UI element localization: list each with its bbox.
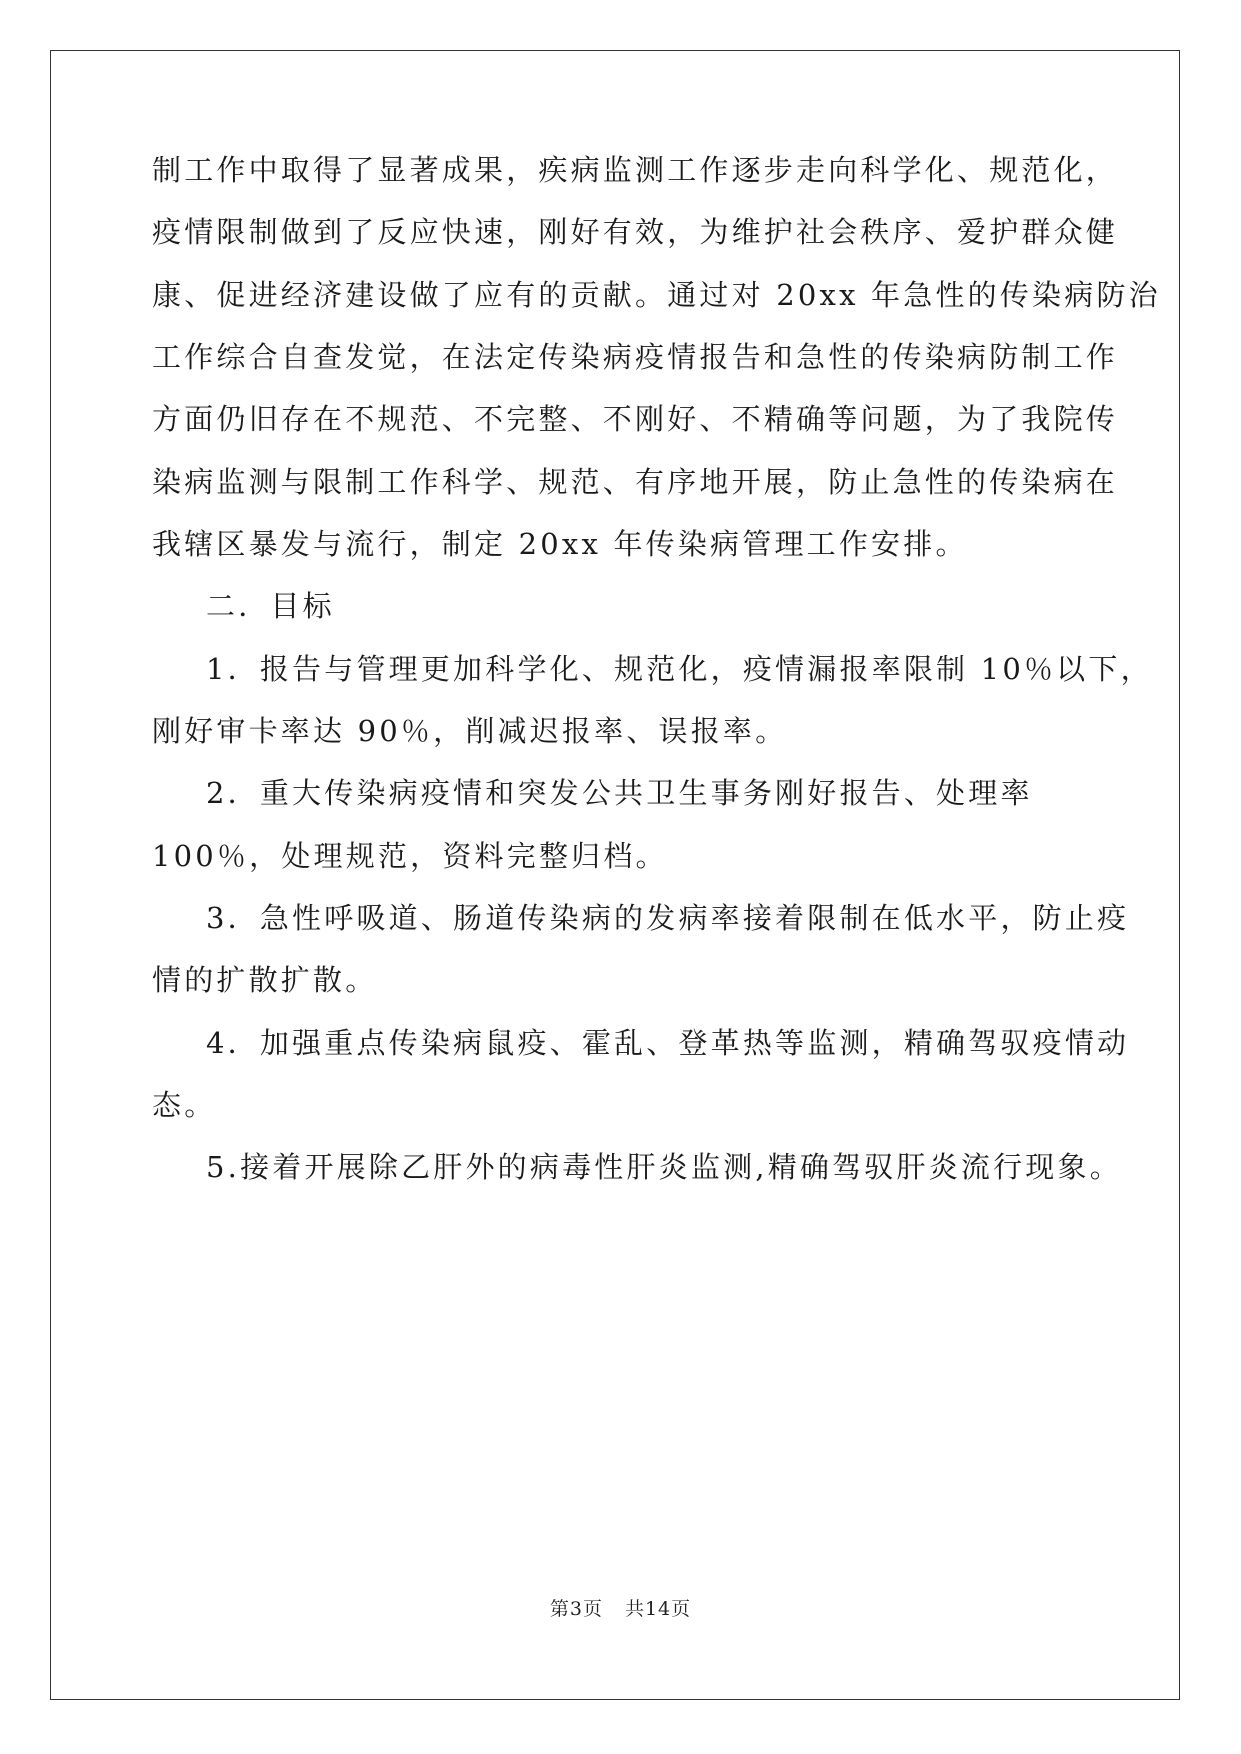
text-line: 染病监测与限制工作科学、规范、有序地开展，防止急性的传染病在 — [152, 465, 1119, 499]
page-footer — [0, 1594, 1241, 1621]
page-number-current: 第3页 — [549, 1598, 603, 1620]
text-line: 方面仍旧存在不规范、不完整、不刚好、不精确等问题，为了我院传 — [152, 402, 1119, 436]
text-line: 刚好审卡率达 90％，削减迟报率、误报率。 — [152, 714, 788, 748]
text-line: 康、促进经济建设做了应有的贡献。通过对 20xx 年急性的传染病防治 — [152, 278, 1161, 312]
text-line: 2．重大传染病疫情和突发公共卫生事务刚好报告、处理率 — [206, 776, 1033, 810]
text-line: 5.接着开展除乙肝外的病毒性肝炎监测,精确驾驭肝炎流行现象。 — [206, 1150, 1122, 1184]
text-line: 3．急性呼吸道、肠道传染病的发病率接着限制在低水平，防止疫 — [206, 901, 1130, 935]
text-line: 工作综合自查发觉，在法定传染病疫情报告和急性的传染病防制工作 — [152, 340, 1119, 374]
text-line: 我辖区暴发与流行，制定 20xx 年传染病管理工作安排。 — [152, 527, 968, 561]
text-line: 疫情限制做到了反应快速，刚好有效，为维护社会秩序、爱护群众健 — [152, 215, 1119, 249]
text-line: 100％，处理规范，资料完整归档。 — [152, 839, 668, 873]
text-line: 态。 — [152, 1088, 217, 1122]
text-line: 制工作中取得了显著成果，疾病监测工作逐步走向科学化、规范化， — [152, 153, 1119, 187]
text-line: 情的扩散扩散。 — [152, 963, 378, 997]
text-line: 4．加强重点传染病鼠疫、霍乱、登革热等监测，精确驾驭疫情动 — [206, 1026, 1130, 1060]
text-line: 1．报告与管理更加科学化、规范化，疫情漏报率限制 10％以下， — [206, 652, 1153, 686]
page-number-total: 共14页 — [624, 1598, 692, 1620]
section-heading: 二．目标 — [206, 589, 335, 623]
